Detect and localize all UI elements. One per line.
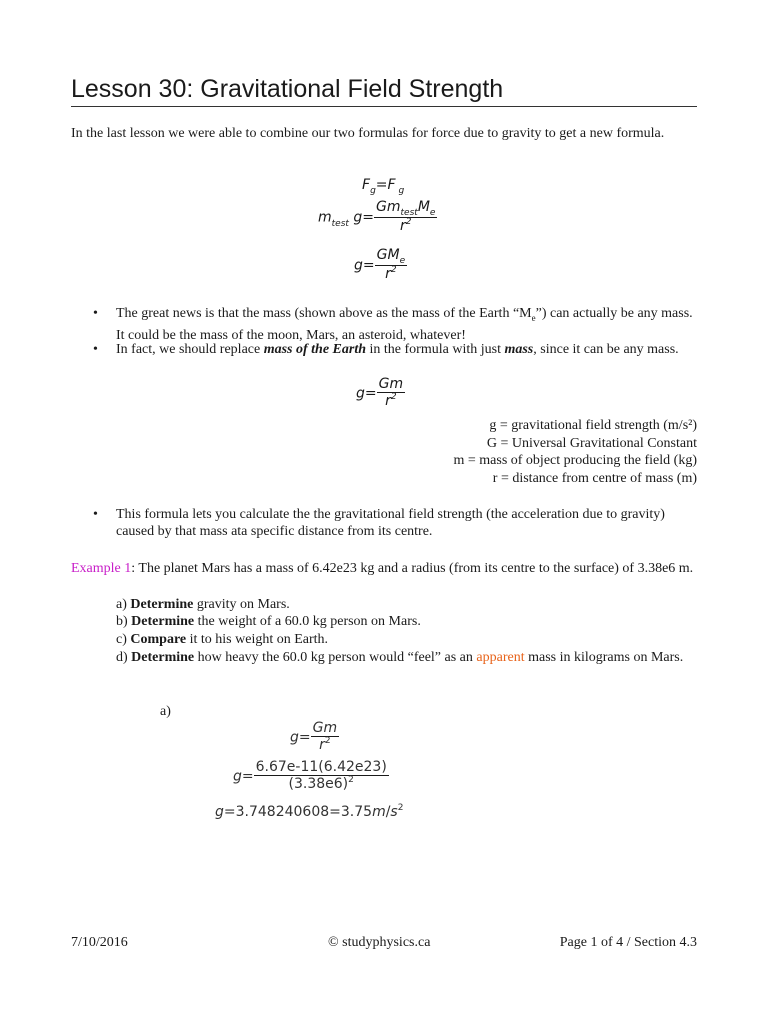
equation-g-general: g= $\frac{Gm}{r^2}$ — [356, 376, 404, 409]
example-label: Example 1 — [71, 561, 132, 576]
footer-page: Page 1 of 4 / Section 4.3 — [559, 935, 697, 950]
bullet-any-mass: The great news is that the mass (shown above as the mass of the Earth “$M_e$”) can actually be any mass. It could be the mass of the moon, Mars, an asteroid, whatever! — [116, 306, 693, 343]
equation-g-earth: g= $\frac{GM_e}{r^2}$ — [354, 247, 406, 282]
page-title: Lesson 30: Gravitational Field Strength — [71, 75, 504, 103]
solution-result: $g=3.748240608=3.75m/s^2$ — [215, 803, 404, 820]
footer-date: 7/10/2016 — [71, 935, 128, 950]
solution-label: a) — [160, 704, 171, 719]
title-divider — [71, 106, 697, 107]
example-statement: Example 1: The planet Mars has a mass of 6.42e23 kg and a radius (from its centre to the surface) of 3.38e6 m. — [71, 561, 694, 576]
solution-formula: g= $\frac{Gm}{r^2}$ — [290, 720, 338, 753]
bullet-marker: • — [93, 342, 98, 357]
example-part-d: d) Determine how heavy the 60.0 kg person would “feel” as an apparent mass in kilograms on Mars. — [116, 650, 684, 665]
bullet-marker: • — [93, 507, 98, 522]
equation-force-equality: $F_g=F$ $_g$ — [362, 177, 405, 196]
definition-r: r = distance from centre of mass (m) — [492, 470, 697, 486]
example-part-b: b) Determine the weight of a 60.0 kg person on Mars. — [116, 614, 421, 629]
example-part-c: c) Compare it to his weight on Earth. — [116, 632, 329, 647]
solution-substitution: g= $\frac{6.67e-11(6.42e23)}{(3.38e6)^2}$ — [233, 759, 387, 792]
apparent-highlight: apparent — [476, 650, 525, 665]
definition-m: m = mass of object producing the field (kg) — [453, 453, 697, 468]
example-part-a: a) Determine gravity on Mars. — [116, 597, 290, 612]
definition-g: g = gravitational field strength (m/s²) — [489, 418, 697, 433]
bullet-marker: • — [93, 306, 98, 321]
equation-force-substitution: $m_{test}$ g= $\frac{Gm_{test}M_e}{r^2}$ — [318, 199, 436, 234]
bullet-formula-use: This formula lets you calculate the the gravitational field strength (the acceleration due to gravity) caused by that mass ata specific distance from its centre. — [116, 507, 665, 539]
bullet-replace-mass: In fact, we should replace mass of the Earth in the formula with just mass, since it can be any mass. — [116, 342, 679, 357]
footer-site: © studyphysics.ca — [328, 935, 431, 950]
variable-definitions — [453, 417, 697, 487]
intro-paragraph: In the last lesson we were able to combine our two formulas for force due to gravity to get a new formula. — [71, 126, 665, 141]
definition-G: G = Universal Gravitational Constant — [486, 435, 697, 451]
